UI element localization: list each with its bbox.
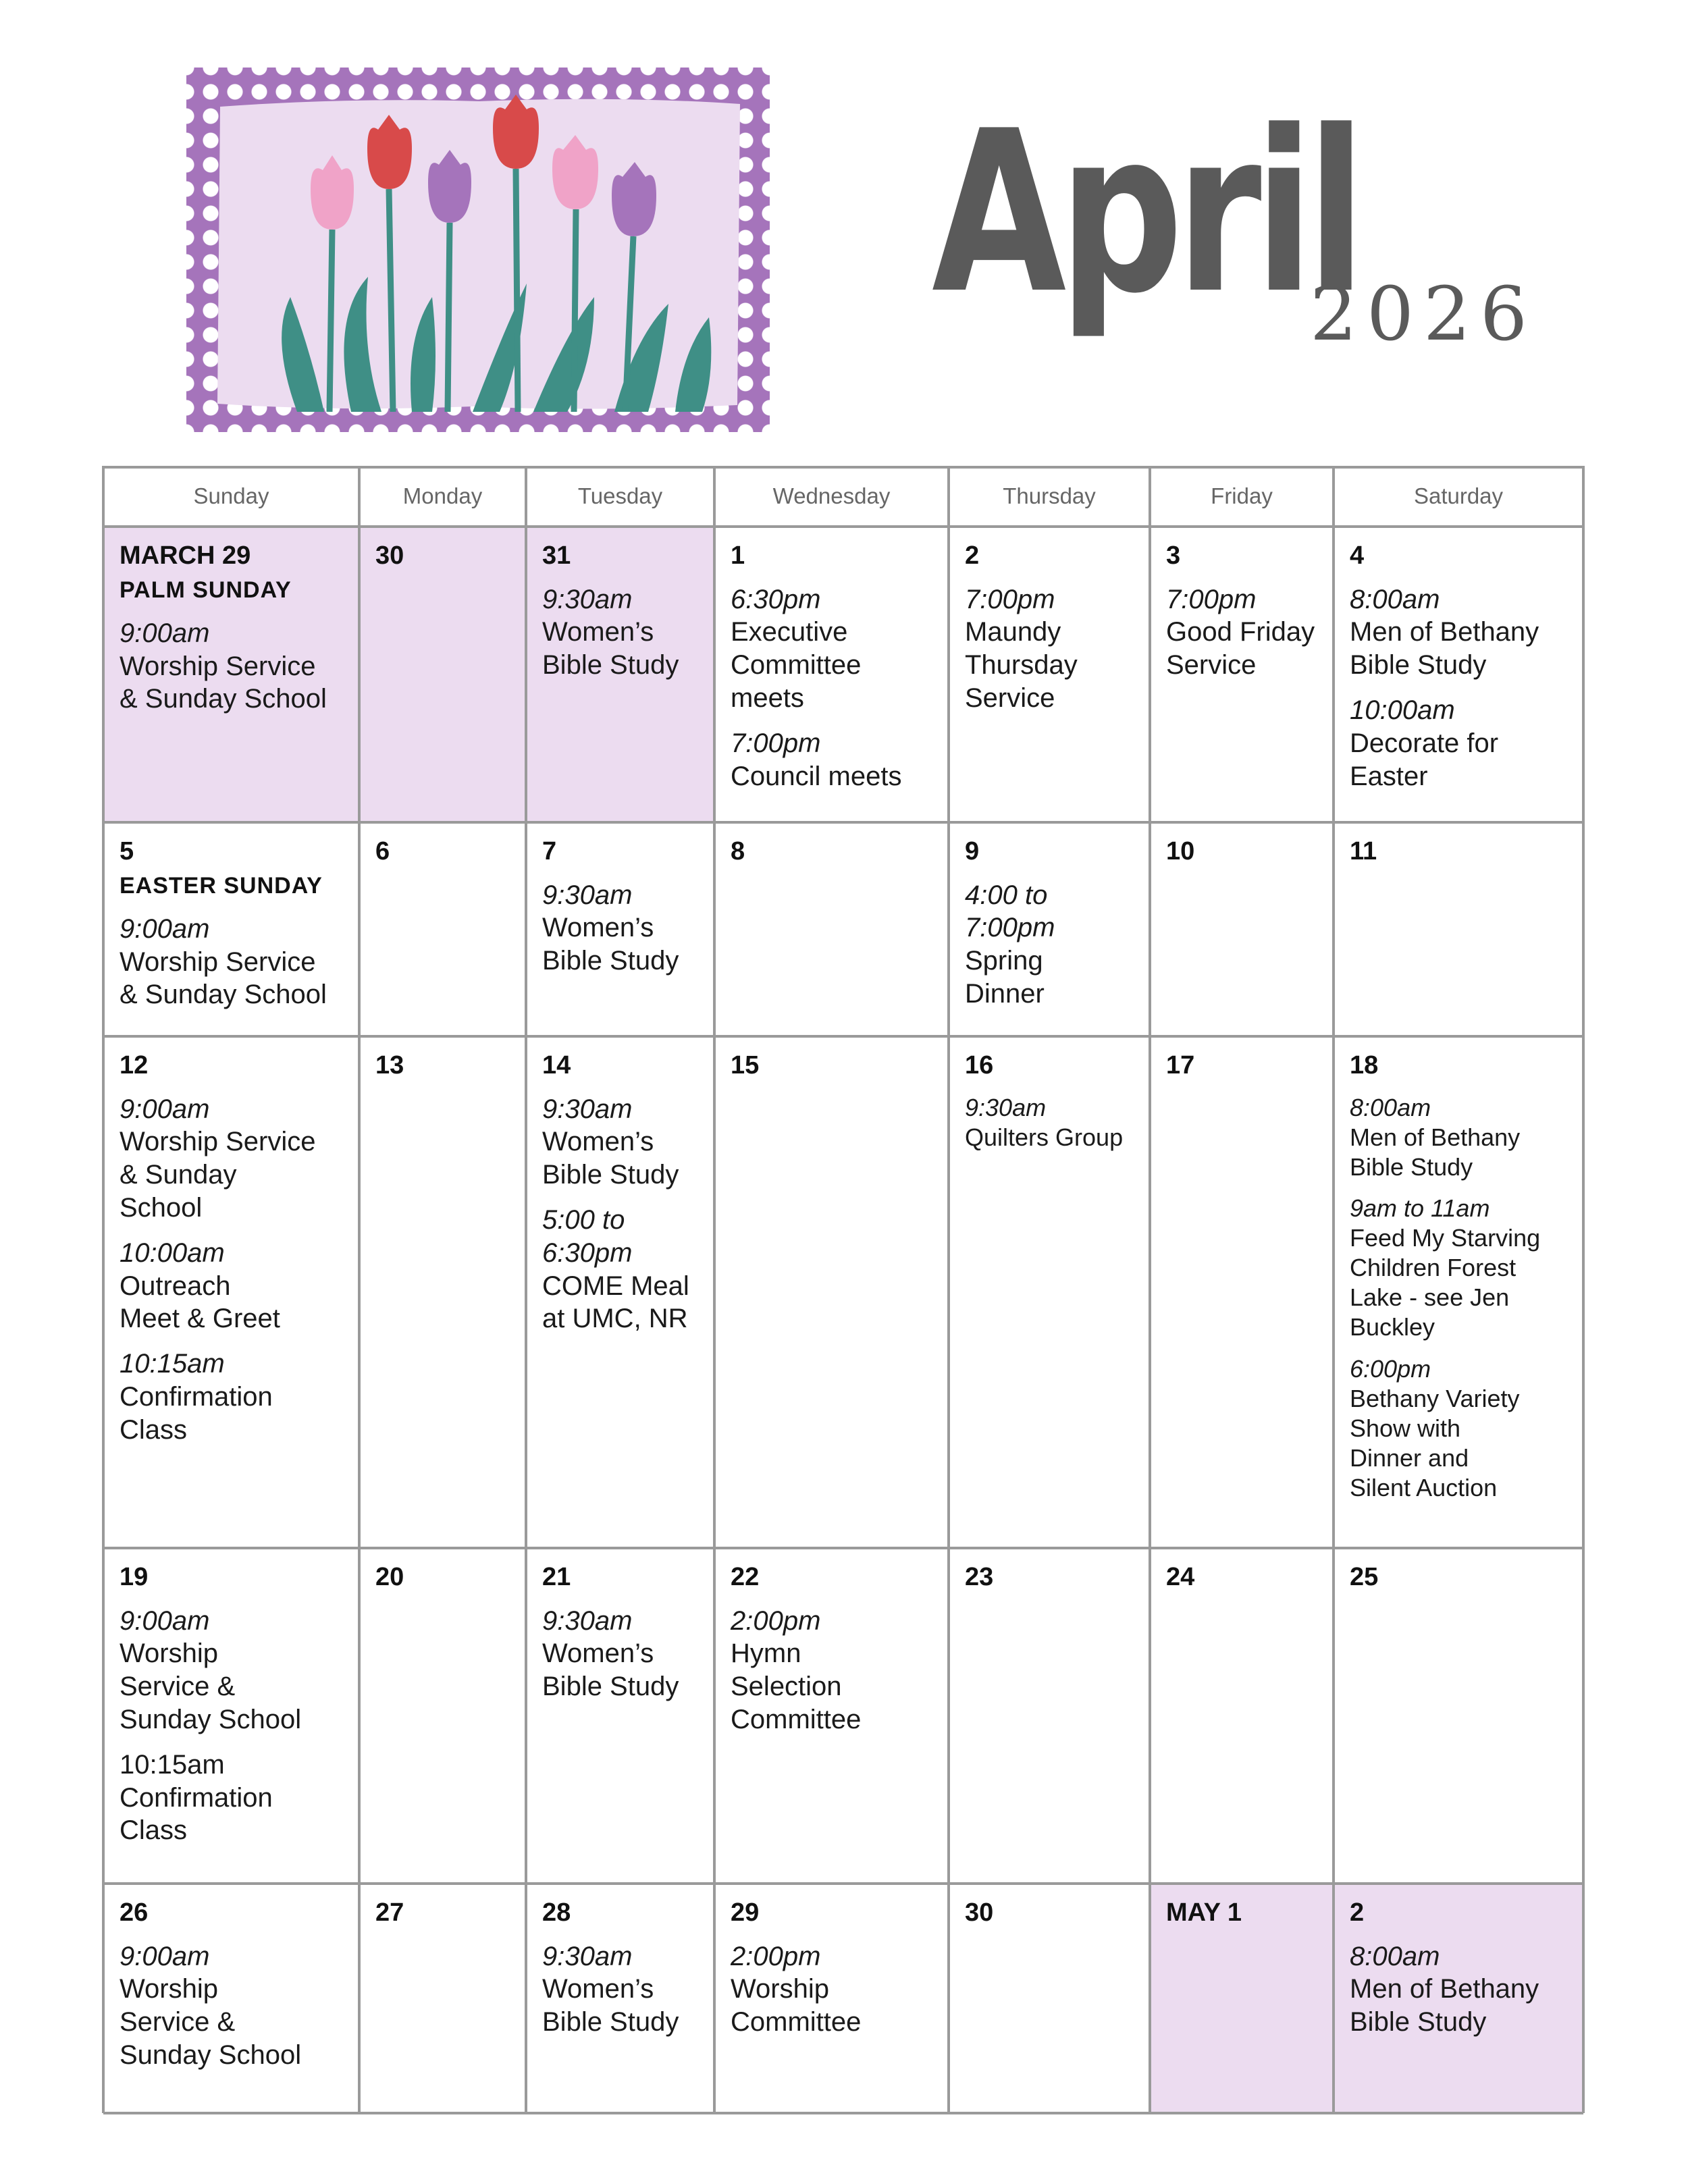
event-description: Outreach Meet & Greet [120, 1271, 280, 1334]
day-number: 5 [120, 837, 134, 865]
day-cell [1335, 1038, 1582, 1547]
day-number: 27 [375, 1898, 404, 1927]
day-number: MAY 1 [1166, 1898, 1242, 1927]
event-description: Women’s Bible Study [542, 617, 679, 681]
event-time: 7:00pm [965, 584, 1055, 614]
event-description: Men of Bethany Bible Study [1350, 1974, 1539, 2037]
day-number: 1 [731, 541, 745, 570]
day-cell [950, 824, 1149, 1035]
day-cell [950, 1038, 1149, 1547]
day-cell [361, 1549, 525, 1882]
day-cell [527, 1549, 713, 1882]
day-number: 12 [120, 1051, 149, 1080]
day-number: 11 [1350, 837, 1377, 865]
weekday-monday: Monday [402, 483, 483, 508]
event-time: 9:30am [542, 880, 633, 910]
holiday-label: PALM SUNDAY [120, 577, 292, 603]
calendar-event [1350, 1093, 1570, 1182]
day-cell [527, 1038, 713, 1547]
day-number: 2 [965, 541, 980, 570]
grid-rule-vertical [1332, 466, 1335, 2113]
calendar-event [120, 1605, 346, 1736]
day-cell [950, 528, 1149, 821]
day-cell [1151, 528, 1332, 821]
event-time: 9am to 11am [1350, 1194, 1490, 1223]
weekday-thursday: Thursday [1003, 483, 1096, 508]
grid-rule-horizontal [103, 525, 1583, 528]
day-number: 6 [375, 837, 390, 865]
event-time: 10:00am [120, 1237, 225, 1268]
grid-rule-vertical [102, 466, 105, 2113]
event-time: 2:00pm [731, 1605, 821, 1636]
grid-rule-vertical [358, 466, 361, 2113]
day-cell [1335, 1885, 1582, 2112]
calendar-event [731, 1940, 935, 2039]
event-time: 9:00am [120, 1094, 210, 1124]
day-cell [1151, 1549, 1332, 1882]
grid-rule-vertical [525, 466, 527, 2113]
day-number: 3 [1166, 541, 1181, 570]
day-cell [716, 1549, 947, 1882]
weekday-friday: Friday [1211, 483, 1273, 508]
event-description: Council meets [731, 761, 902, 791]
calendar-event [120, 1237, 346, 1335]
event-time: 5:00 to 6:30pm [542, 1205, 633, 1268]
event-time: 6:30pm [731, 584, 821, 614]
event-description: Worship Committee [731, 1974, 862, 2037]
event-time: 9:30am [542, 1941, 633, 1971]
event-description: Decorate for Easter [1350, 728, 1499, 791]
grid-rule-vertical [1149, 466, 1151, 2113]
day-number: 2 [1350, 1898, 1365, 1927]
event-description: Women’s Bible Study [542, 1974, 679, 2037]
weekday-wednesday: Wednesday [772, 483, 891, 508]
grid-rule-horizontal [103, 2112, 1583, 2114]
day-cell [1335, 824, 1582, 1035]
grid-rule-horizontal [103, 466, 1583, 469]
weekday-tuesday: Tuesday [577, 483, 663, 508]
day-number: 13 [375, 1051, 404, 1080]
calendar-event [731, 1605, 935, 1736]
day-cell [950, 1885, 1149, 2112]
event-description: Worship Service & Sunday School [120, 1639, 302, 1735]
event-time: 9:00am [120, 913, 210, 944]
event-description: Confirmation Class [120, 1382, 273, 1445]
calendar-event [542, 1093, 701, 1192]
day-number: 21 [542, 1563, 571, 1591]
day-number: 19 [120, 1563, 149, 1591]
calendar-event [1166, 583, 1320, 682]
day-number: 14 [542, 1051, 571, 1080]
calendar-event [542, 1940, 701, 2039]
event-time: 6:00pm [1350, 1354, 1431, 1383]
calendar-event [542, 1605, 701, 1703]
grid-rule-horizontal [103, 1035, 1583, 1038]
day-cell [527, 528, 713, 821]
calendar-event [1350, 1354, 1570, 1503]
event-description: Hymn Selection Committee [731, 1639, 862, 1735]
event-description: Women’s Bible Study [542, 1127, 679, 1190]
event-description: Worship Service & Sunday School [120, 1127, 316, 1223]
day-cell [361, 528, 525, 821]
event-description: Women’s Bible Study [542, 1639, 679, 1702]
day-number: 31 [542, 541, 571, 570]
event-description: Women’s Bible Study [542, 913, 679, 976]
day-cell [105, 824, 358, 1035]
calendar-event [1350, 1940, 1570, 2039]
calendar-event [120, 617, 346, 716]
day-cell [716, 824, 947, 1035]
calendar-event [731, 583, 935, 715]
event-time: 9:30am [542, 1094, 633, 1124]
weekday-sunday: Sunday [193, 483, 269, 508]
event-description: Worship Service & Sunday School [120, 651, 327, 714]
calendar-event [120, 1093, 346, 1225]
event-description: Men of Bethany Bible Study [1350, 617, 1539, 681]
day-number: 22 [731, 1563, 760, 1591]
day-cell [527, 824, 713, 1035]
calendar-event [965, 879, 1136, 1011]
event-description: Executive Committee meets [731, 617, 862, 714]
day-number: 23 [965, 1563, 994, 1591]
tulip-illustration [216, 95, 743, 412]
day-cell [361, 824, 525, 1035]
day-cell [105, 528, 358, 821]
day-cell [105, 1038, 358, 1547]
day-number: 20 [375, 1563, 404, 1591]
event-description: COME Meal at UMC, NR [542, 1271, 689, 1334]
event-time: 9:00am [120, 1941, 210, 1971]
day-cell [716, 1885, 947, 2112]
calendar-event [965, 1093, 1136, 1152]
day-number: 26 [120, 1898, 149, 1927]
event-description: Spring Dinner [965, 946, 1045, 1009]
grid-rule-horizontal [103, 821, 1583, 824]
grid-rule-horizontal [103, 1882, 1583, 1885]
calendar-event [120, 1940, 346, 2072]
calendar-event [120, 913, 346, 1011]
event-time: 7:00pm [1166, 584, 1257, 614]
weekday-saturday: Saturday [1413, 483, 1504, 508]
event-time: 10:15am [120, 1749, 225, 1780]
event-time: 9:30am [542, 584, 633, 614]
calendar-event [542, 879, 701, 978]
event-time: 8:00am [1350, 1093, 1431, 1121]
day-number: 30 [965, 1898, 994, 1927]
day-number: 10 [1166, 837, 1195, 865]
event-time: 4:00 to 7:00pm [965, 880, 1055, 943]
calendar-event [1350, 694, 1570, 793]
day-cell [1335, 1549, 1582, 1882]
day-cell [716, 1038, 947, 1547]
month-title: April [932, 83, 1359, 342]
calendar-event [120, 1348, 346, 1446]
day-number: 30 [375, 541, 404, 570]
event-time: 8:00am [1350, 584, 1440, 614]
calendar-event [1350, 583, 1570, 682]
event-description: Worship Service & Sunday School [120, 947, 327, 1010]
calendar-event [965, 583, 1136, 715]
day-number: 15 [731, 1051, 760, 1080]
day-number: 28 [542, 1898, 571, 1927]
grid-rule-vertical [1582, 466, 1585, 2113]
grid-rule-horizontal [103, 1547, 1583, 1549]
day-number: MARCH 29 [120, 541, 251, 570]
day-number: 4 [1350, 541, 1365, 570]
day-number: 24 [1166, 1563, 1195, 1591]
event-time: 9:00am [120, 618, 210, 648]
event-description: Men of Bethany Bible Study [1350, 1123, 1521, 1181]
day-number: 29 [731, 1898, 760, 1927]
day-cell [105, 1549, 358, 1882]
calendar-event [542, 583, 701, 682]
event-description: Maundy Thursday Service [965, 617, 1078, 714]
event-description: Feed My Starving Children Forest Lake - see Jen Buckley [1350, 1224, 1541, 1341]
day-cell [1151, 1038, 1332, 1547]
day-cell [105, 1885, 358, 2112]
calendar-event [731, 727, 935, 793]
day-cell [1335, 528, 1582, 821]
day-number: 7 [542, 837, 557, 865]
day-cell [1151, 1885, 1332, 2112]
day-number: 9 [965, 837, 980, 865]
day-cell [361, 1038, 525, 1547]
year-title: 2026 [1310, 271, 1537, 357]
event-description: Confirmation Class [120, 1782, 273, 1846]
holiday-label: EASTER SUNDAY [120, 872, 323, 899]
calendar-event [542, 1204, 701, 1335]
day-number: 18 [1350, 1051, 1379, 1080]
event-description: Bethany Variety Show with Dinner and Silent Auction [1350, 1384, 1520, 1501]
day-number: 17 [1166, 1051, 1195, 1080]
day-cell [1151, 824, 1332, 1035]
day-cell [950, 1549, 1149, 1882]
calendar-event [1350, 1194, 1570, 1342]
day-cell [716, 528, 947, 821]
day-number: 25 [1350, 1563, 1379, 1591]
day-number: 8 [731, 837, 745, 865]
day-cell [527, 1885, 713, 2112]
event-time: 2:00pm [731, 1941, 821, 1971]
grid-rule-vertical [947, 466, 950, 2113]
day-cell [361, 1885, 525, 2112]
event-description: Good Friday Service [1166, 617, 1315, 681]
event-time: 8:00am [1350, 1941, 1440, 1971]
grid-rule-vertical [713, 466, 716, 2113]
event-time: 10:15am [120, 1349, 225, 1379]
event-description: Worship Service & Sunday School [120, 1974, 302, 2071]
event-time: 9:30am [542, 1605, 633, 1636]
calendar-event [120, 1749, 346, 1847]
event-time: 7:00pm [731, 728, 821, 758]
day-number: 16 [965, 1051, 994, 1080]
event-description: Quilters Group [965, 1123, 1124, 1151]
event-time: 9:30am [965, 1093, 1047, 1121]
event-time: 9:00am [120, 1605, 210, 1636]
event-time: 10:00am [1350, 695, 1455, 726]
